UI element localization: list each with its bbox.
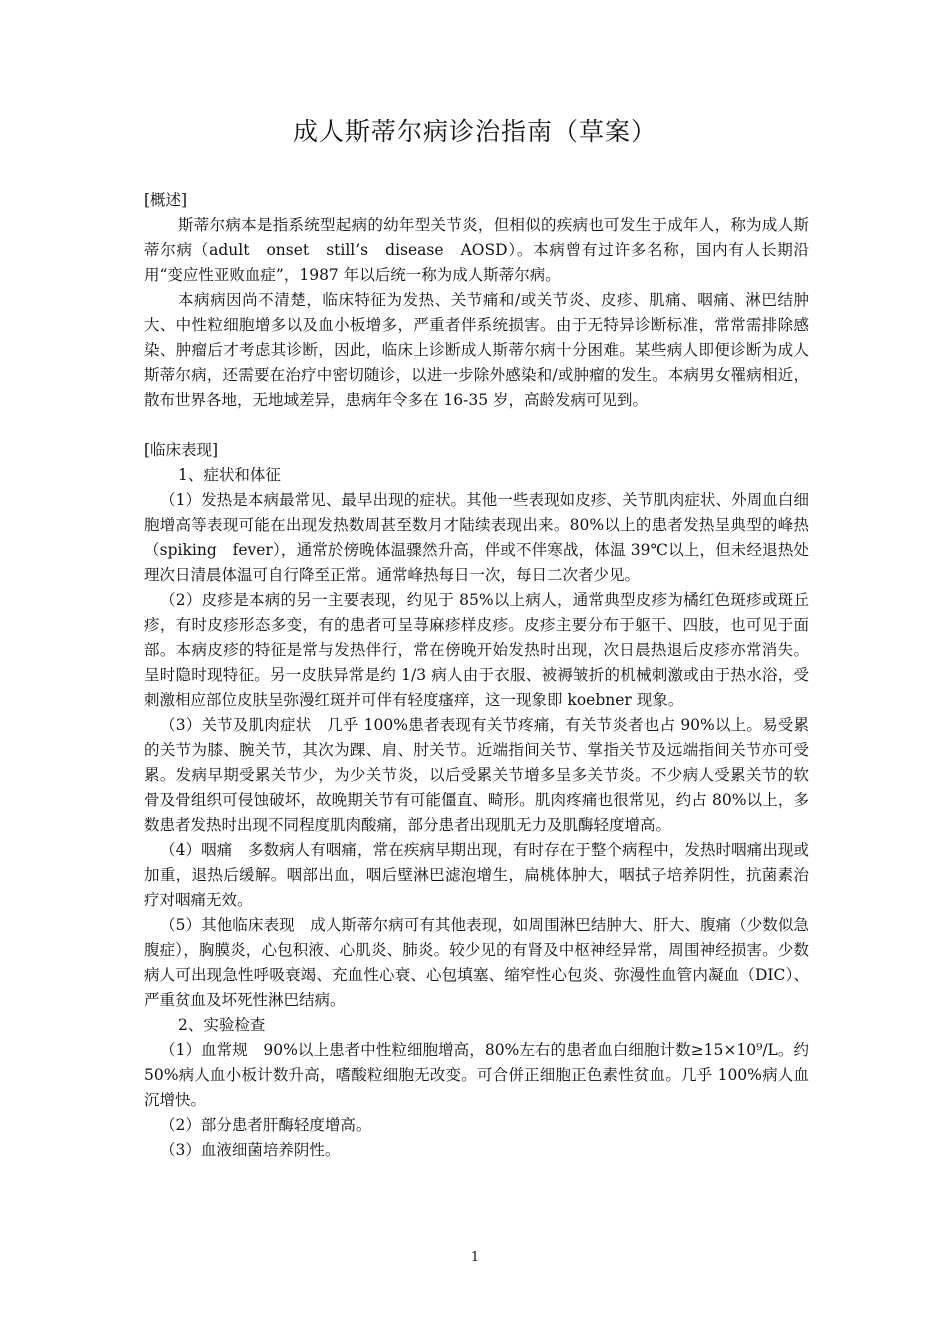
clinical-item: （4）咽痛 多数病人有咽痛，常在疾病早期出现，有时存在于整个病程中，发热时咽痛出现或加重，退热后缓解。咽部出血，咽后壁淋巴滤泡增生，扁桃体肿大，咽拭子培养阴性，抗菌素治疗对咽痛无效。 [144,841,809,909]
page-number: 1 [470,1250,480,1265]
paragraph-spacer [144,413,809,438]
subsection-heading: 1、症状和体征 [178,466,281,484]
overview-paragraph: 斯蒂尔病本是指系统型起病的幼年型关节炎，但相似的疾病也可发生于成年人，称为成人斯蒂尔病（adult onset still’s disease AOSD）。本病曾有过许多名称，国内有人长期沿用“变应性亚败血症”，1987 年以后统一称为成人斯蒂尔病。 [144,216,809,284]
document-title: 成人斯蒂尔病诊治指南（草案） [292,117,657,146]
clinical-item: （1）发热是本病最常见、最早出现的症状。其他一些表现如皮疹、关节肌肉症状、外周血白细胞增高等表现可能在出现发热数周甚至数月才陆续表现出来。80%以上的患者发热呈典型的峰热（spiking fever），通常於傍晚体温骤然升高，伴或不伴寒战，体温 39℃以上，但未经退热处理次日清晨体温可自行降至正常。通常峰热每日一次，每日二次者少见。 [144,491,809,584]
clinical-item: （2）皮疹是本病的另一主要表现，约见于 85%以上病人，通常典型皮疹为橘红色斑疹或斑丘疹，有时皮疹形态多变，有的患者可呈荨麻疹样皮疹。皮疹主要分布于躯干、四肢，也可见于面部。本病皮疹的特征是常与发热伴行，常在傍晚开始发热时出现，次日晨热退后皮疹亦常消失。呈时隐时现特征。另一皮肤异常是约 1/3 病人由于衣服、被褥皱折的机械刺激或由于热水浴，受刺激相应部位皮肤呈弥漫红斑并可伴有轻度瘙痒，这一现象即 koebner 现象。 [144,591,809,709]
subsection-heading: 2、实验检查 [178,1016,266,1034]
document-body [144,188,809,1163]
clinical-item: （3）关节及肌肉症状 几乎 100%患者表现有关节疼痛，有关节炎者也占 90%以上。易受累的关节为膝、腕关节，其次为踝、肩、肘关节。近端指间关节、掌指关节及远端指间关节亦可受累。发病早期受累关节少，为少关节炎，以后受累关节增多呈多关节炎。不少病人受累关节的软骨及骨组织可侵蚀破坏，故晚期关节有可能僵直、畸形。肌肉疼痛也很常见，约占 80%以上，多数患者发热时出现不同程度肌肉酸痛，部分患者出现肌无力及肌酶轻度增高。 [144,716,809,834]
lab-item: （1）血常规 90%以上患者中性粒细胞增高，80%左右的患者血白细胞计数≥15×10⁹/L。约 50%病人血小板计数升高，嗜酸粒细胞无改变。可合併正细胞正色素性贫血。几乎 100%病人血沉增快。 [144,1041,809,1109]
clinical-item: （5）其他临床表现 成人斯蒂尔病可有其他表现，如周围淋巴结肿大、肝大、腹痛（少数似急腹症），胸膜炎，心包积液、心肌炎、肺炎。较少见的有肾及中枢神经异常，周围神经损害。少数病人可出现急性呼吸衰竭、充血性心衰、心包填塞、缩窄性心包炎、弥漫性血管内凝血（DIC）、严重贫血及坏死性淋巴结病。 [144,916,809,1009]
lab-item: （3）血液细菌培养阴性。 [160,1141,341,1159]
overview-paragraph: 本病病因尚不清楚，临床特征为发热、关节痛和/或关节炎、皮疹、肌痛、咽痛、淋巴结肿大、中性粒细胞增多以及血小板增多，严重者伴系统损害。由于无特异诊断标准，常常需排除感染、肿瘤后才考虑其诊断，因此，临床上诊断成人斯蒂尔病十分困难。某些病人即便诊断为成人斯蒂尔病，还需要在治疗中密切随诊，以进一步除外感染和/或肿瘤的发生。本病男女罹病相近，散布世界各地，无地域差异，患病年令多在 16-35 岁，高龄发病可见到。 [144,291,809,409]
section-heading-clinical: [临床表现] [144,441,219,459]
lab-item: （2）部分患者肝酶轻度增高。 [160,1116,372,1134]
section-heading-overview: [概述] [144,191,188,209]
